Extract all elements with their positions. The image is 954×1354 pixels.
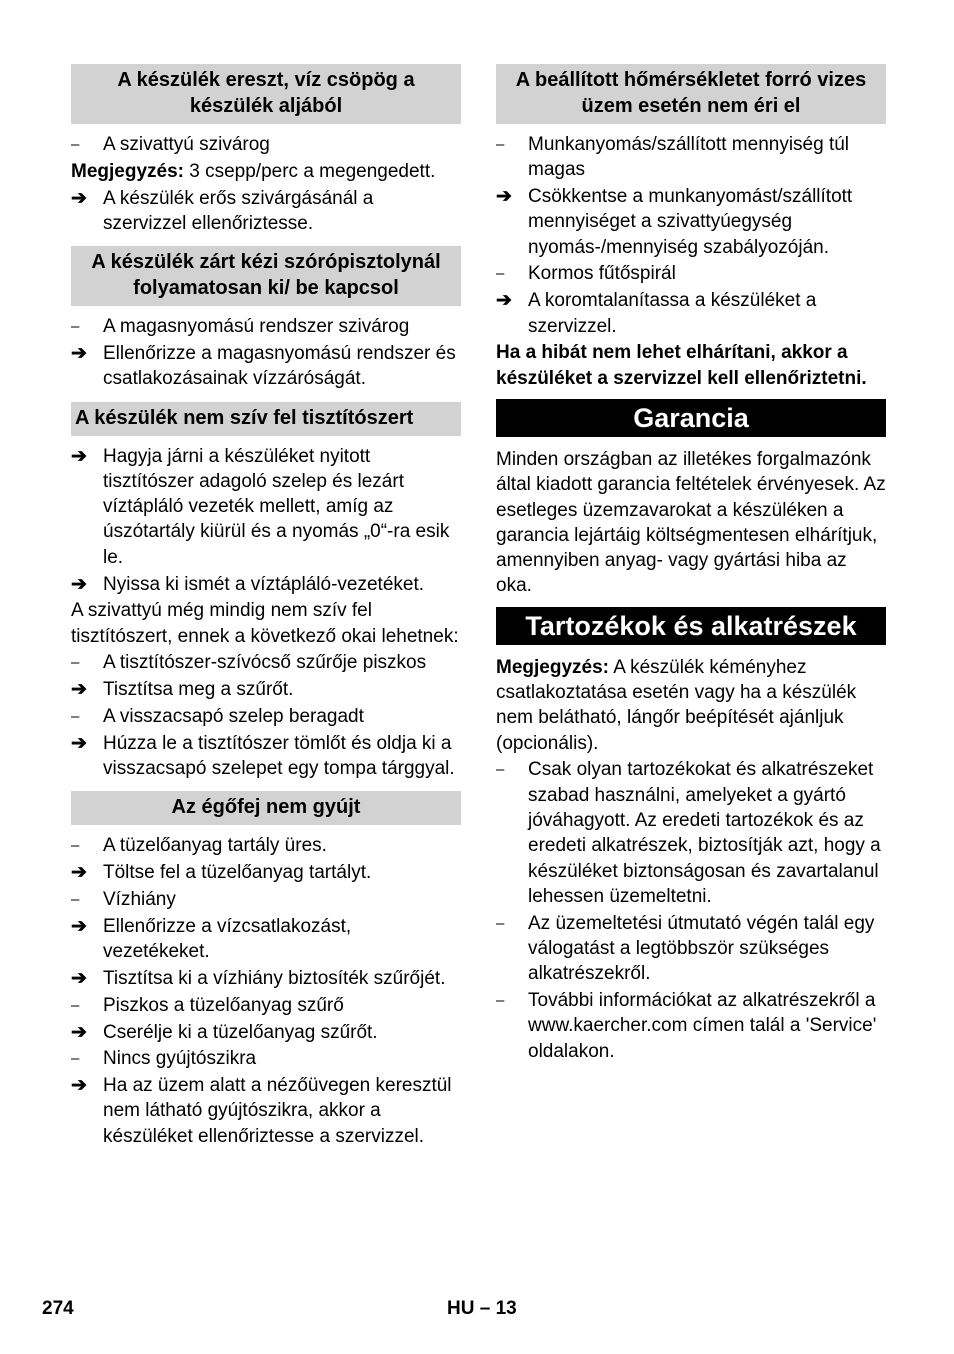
arrow-icon: ➔ (71, 915, 87, 937)
section-heading-garancia: Garancia (496, 399, 886, 437)
arrow-icon: ➔ (71, 1075, 87, 1097)
bold-paragraph: Ha a hibát nem lehet elhárítani, akkor a készüléket a szervizzel kell ellenőriztetni. (496, 342, 867, 389)
dash-icon: – (71, 1050, 80, 1068)
note-text: A készülék kéményhez csatlakoztatása esetén vagy ha a készülék nem belátható, lángőr beépítését ajánljuk (opcionális). (496, 656, 857, 754)
action-item (71, 341, 461, 392)
item-text: A szivattyú szivárog (103, 134, 270, 155)
section-list (71, 444, 461, 597)
right-column (496, 64, 886, 1066)
action-item (71, 1020, 461, 1045)
item-text: A magasnyomású rendszer szivárog (103, 316, 410, 338)
action-item (71, 572, 461, 597)
cause-item (71, 650, 461, 675)
cause-item (71, 1046, 461, 1071)
item-text: Hagyja járni a készüléket nyitott tisztítószer adagoló szelep és lezárt víztápláló vezeték mellett, amíg az úszótartály kiürül és a nyomás „0“-ra esik le. (103, 445, 450, 568)
item-text: A tisztítószer-szívócső szűrője piszkos (103, 652, 427, 674)
action-item (71, 966, 461, 991)
item-text: Ha az üzem alatt a nézőüvegen keresztül nem látható gyújtószikra, akkor a készüléket ellenőriztesse a szervizzel. (103, 1075, 452, 1147)
dash-icon: – (496, 761, 505, 779)
item-text: Az üzemeltetési útmutató végén talál egy válogatást a legtöbbször szükséges alkatrészekről. (528, 912, 875, 985)
item-text: Tisztítsa ki a vízhiány biztosíték szűrőjét. (103, 967, 446, 989)
dash-icon: – (71, 891, 80, 909)
dash-icon: – (496, 914, 505, 932)
action-item (71, 914, 461, 965)
item-text: A visszacsapó szelep beragadt (103, 706, 364, 728)
item-text: További információkat az alkatrészekről a www.kaercher.com címen talál a 'Service' oldalakon. (528, 990, 877, 1062)
section-list (71, 132, 461, 157)
dash-icon: – (71, 136, 80, 153)
section-list (71, 833, 461, 1149)
arrow-icon: ➔ (71, 573, 87, 595)
section-heading: A készülék nem szív fel tisztítószert (71, 402, 461, 436)
arrow-icon: ➔ (496, 290, 512, 312)
action-item (496, 184, 886, 260)
item-text: Nyissa ki ismét a víztápláló-vezetéket. (103, 573, 425, 595)
item-text: Cserélje ki a tüzelőanyag szűrőt. (103, 1021, 378, 1043)
section-heading: Az égőfej nem gyújt (71, 791, 461, 825)
section-list (71, 314, 461, 391)
item-text: Csökkentse a munkanyomást/szállított mennyiséget a szivattyúegység nyomás-/mennyiség szabályozóján. (528, 186, 853, 258)
dash-icon: – (71, 708, 80, 726)
cause-item (71, 993, 461, 1018)
note-label: Megjegyzés: (496, 656, 609, 678)
cause-item (71, 887, 461, 912)
item-text: Ellenőrizze a magasnyomású rendszer és csatlakozásainak vízzáróságát. (103, 342, 456, 390)
section-heading: A beállított hőmérsékletet forró vizes üzem esetén nem éri el (496, 64, 886, 124)
note-label: Megjegyzés: (71, 160, 184, 182)
arrow-icon: ➔ (71, 679, 87, 701)
section-label: HU – 13 (447, 1298, 517, 1319)
action-item (71, 186, 461, 237)
action-item (71, 677, 461, 702)
action-item (496, 288, 886, 339)
arrow-icon: ➔ (496, 186, 512, 208)
section-list (496, 132, 886, 339)
cause-item (71, 132, 461, 157)
item-text: A tüzelőanyag tartály üres. (103, 835, 327, 857)
dash-icon: – (496, 992, 505, 1010)
cause-item (71, 704, 461, 729)
action-item (71, 731, 461, 782)
item-text: Kormos fűtőspirál (528, 263, 676, 285)
dash-icon: – (496, 265, 505, 283)
section-list (496, 757, 886, 1064)
arrow-icon: ➔ (71, 1021, 87, 1043)
arrow-icon: ➔ (71, 187, 87, 209)
note-paragraph (496, 655, 886, 756)
action-item (71, 1073, 461, 1149)
dash-icon: – (71, 318, 80, 336)
section-list (71, 650, 461, 781)
cause-item (496, 911, 886, 987)
page-number: 274 (42, 1298, 74, 1319)
note-text: 3 csepp/perc a megengedett. (183, 160, 436, 182)
cause-item (496, 261, 886, 286)
cause-item (71, 833, 461, 858)
section-list (71, 186, 461, 237)
cause-item (496, 132, 886, 183)
item-text: Munkanyomás/szállított mennyiség túl magas (528, 134, 850, 181)
section-heading: A készülék zárt kézi szórópisztolynál folyamatosan ki/ be kapcsol (71, 246, 461, 306)
item-text: Csak olyan tartozékokat és alkatrészeket szabad használni, amelyeket a gyártó jóváhagyott. Az eredeti tartozékok és az eredeti alkatrészek, biztosítják azt, hogy a készüléket biztonságosan és zavartalanul lehessen üzemeltetni. (528, 759, 881, 907)
cause-item (71, 314, 461, 339)
item-text: Ellenőrizze a vízcsatlakozást, vezetékeket. (103, 915, 352, 963)
item-text: Nincs gyújtószikra (103, 1048, 257, 1070)
action-item (71, 444, 461, 570)
arrow-icon: ➔ (71, 342, 87, 364)
dash-icon: – (71, 837, 80, 855)
dash-icon: – (71, 996, 80, 1014)
item-text: A koromtalanítassa a készüléket a szervizzel. (528, 290, 817, 337)
item-text: Vízhiány (103, 889, 176, 911)
paragraph: A szivattyú még mindig nem szív fel tisztítószert, ennek a következő okai lehetnek: (71, 600, 459, 647)
arrow-icon: ➔ (71, 732, 87, 754)
cause-item (496, 757, 886, 909)
note-paragraph (71, 159, 461, 184)
item-text: Töltse fel a tüzelőanyag tartályt. (103, 862, 372, 884)
arrow-icon: ➔ (71, 862, 87, 884)
dash-icon: – (71, 654, 80, 672)
item-text: A készülék erős szivárgásánál a szervizzel ellenőriztesse. (103, 187, 374, 234)
item-text: Húzza le a tisztítószer tömlőt és oldja ki a visszacsapó szelepet egy tompa tárggyal. (103, 732, 455, 780)
dash-icon: – (496, 136, 505, 153)
arrow-icon: ➔ (71, 445, 87, 467)
action-item (71, 860, 461, 885)
section-heading-tartozekok: Tartozékok és alkatrészek (496, 607, 886, 645)
item-text: Piszkos a tüzelőanyag szűrő (103, 994, 344, 1016)
section-heading: A készülék ereszt, víz csöpög a készülék aljából (71, 64, 461, 124)
cause-item (496, 988, 886, 1064)
left-column (71, 64, 461, 1151)
item-text: Tisztítsa meg a szűrőt. (103, 679, 294, 701)
arrow-icon: ➔ (71, 967, 87, 989)
paragraph: Minden országban az illetékes forgalmazónk által kiadott garancia feltételek érvényesek. Az esetleges üzemzavarokat a készüléken a garancia lejártáig költségmentesen elhárítjuk, amennyiben anyag- vagy gyártási hiba az oka. (496, 448, 886, 597)
